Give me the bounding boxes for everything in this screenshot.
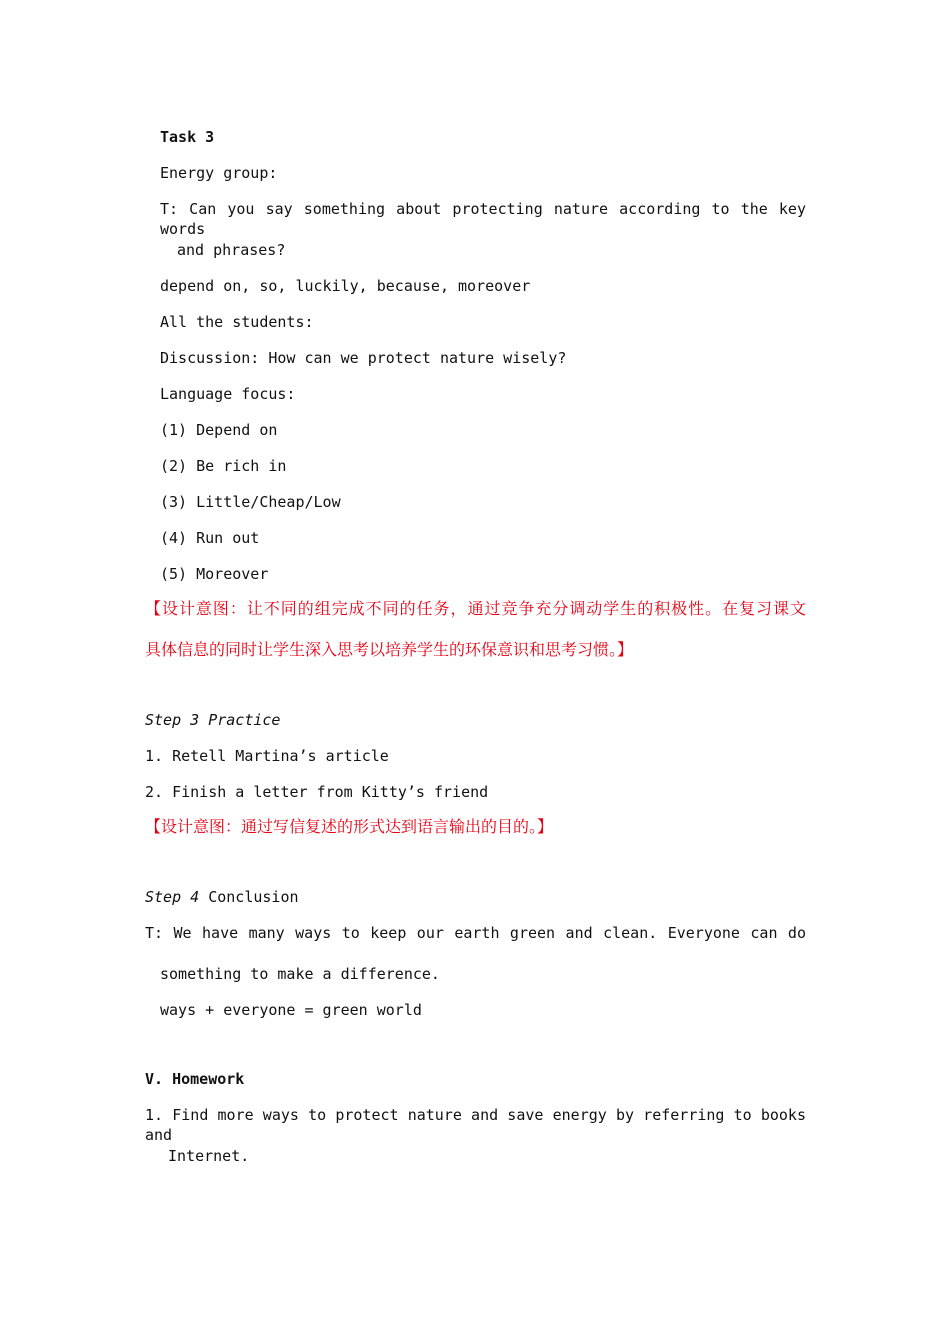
homework-item1-line2: Internet. [168, 1147, 250, 1165]
homework-title: V. Homework [145, 1070, 245, 1088]
step4-heading [145, 887, 299, 907]
all-students-label: All the students: [160, 313, 314, 331]
step3-title: Practice [208, 711, 281, 729]
conclusion-line2: something to make a difference. [160, 965, 440, 983]
key-words: depend on, so, luckily, because, moreover [160, 277, 531, 295]
design-intent-task3-line2: 具体信息的同时让学生深入思考以培养学生的环保意识和思考习惯。】 [145, 640, 634, 659]
step3-heading [145, 710, 280, 730]
step4-label: Step 4 [145, 888, 200, 906]
practice-item: 1. Retell Martina’s article [145, 747, 389, 765]
focus-item: (1) Depend on [160, 421, 278, 439]
focus-item: (5) Moreover [160, 565, 269, 583]
energy-group-label: Energy group: [160, 164, 278, 182]
step4-title: Conclusion [208, 888, 299, 906]
focus-item: (2) Be rich in [160, 457, 287, 475]
design-intent-step3: 【设计意图：通过写信复述的形式达到语言输出的目的。】 [145, 817, 554, 836]
design-intent-task3-line1: 【设计意图：让不同的组完成不同的任务，通过竞争充分调动学生的积极性。在复习课文 [145, 599, 806, 618]
practice-item: 2. Finish a letter from Kitty’s friend [145, 783, 489, 801]
step3-label: Step 3 [145, 711, 200, 729]
focus-item: (3) Little/Cheap/Low [160, 493, 341, 511]
task3-title: Task 3 [160, 128, 215, 146]
discussion-question: Discussion: How can we protect nature wisely? [160, 349, 567, 367]
homework-item1-line1: 1. Find more ways to protect nature and save energy by referring to books and [145, 1106, 806, 1144]
focus-item: (4) Run out [160, 529, 260, 547]
language-focus-label: Language focus: [160, 385, 296, 403]
teacher-question-line1: T: Can you say something about protecting nature according to the key words [160, 200, 806, 238]
teacher-question-line2: and phrases? [177, 241, 286, 259]
conclusion-formula: ways + everyone = green world [160, 1001, 422, 1019]
conclusion-line1: T: We have many ways to keep our earth green and clean. Everyone can do [145, 924, 806, 942]
